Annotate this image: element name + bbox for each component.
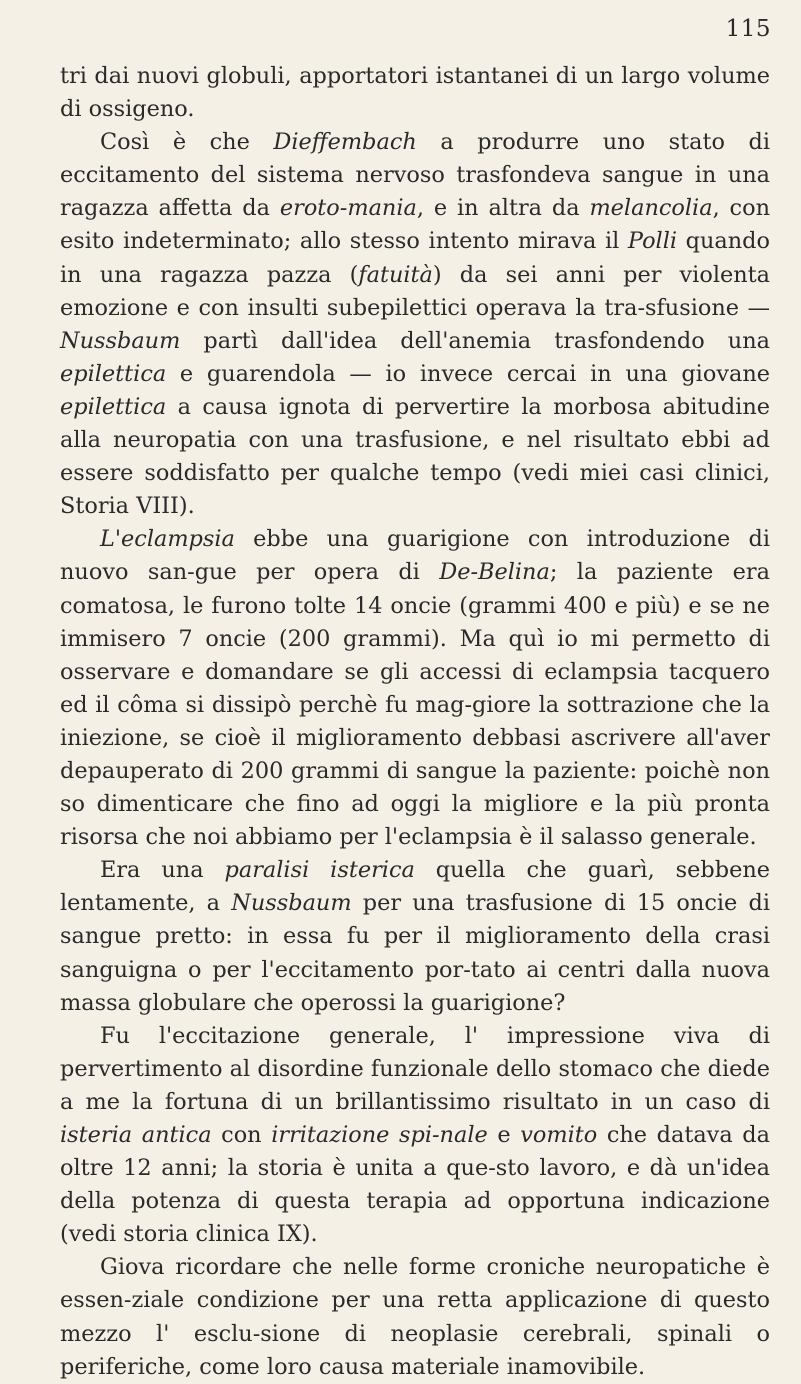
paragraph-p4 xyxy=(60,854,770,1019)
text-segment: Così è che xyxy=(100,129,274,156)
italic-term: melancolia xyxy=(589,195,713,222)
italic-term: vomito xyxy=(520,1122,598,1148)
text-segment: a produrre uno stato di eccitamento del sistema nervoso trasfondeva sangue in una ragazza affetta da xyxy=(60,129,771,222)
paragraph-p6 xyxy=(60,1251,770,1383)
text-segment: , con esito indeterminato; allo stesso intento mirava il xyxy=(60,195,770,255)
text-segment: ebbe una guarigione con introduzione di nuovo san-gue per opera di xyxy=(60,526,770,586)
text-segment: con xyxy=(211,1122,272,1148)
page-number: 115 xyxy=(725,16,771,42)
italic-term: isteria antica xyxy=(60,1122,212,1148)
text-segment: ) da sei anni per violenta emozione e con insulti subepilettici operava la tra-sfusione — xyxy=(60,261,771,321)
text-segment: , e in altra da xyxy=(416,195,590,222)
paragraph-p2 xyxy=(60,126,770,523)
text-segment: ; la paziente era comatosa, le furono tolte 14 oncie (grammi 400 e più) e se ne immisero 7 oncie (200 grammi). Ma quì io mi permetto di osservare e domandare se gli accessi di eclampsia tacquero ed il côma si dissipò perchè fu mag-giore la sottrazione che la iniezione, se cioè il miglioramento debbasi ascrivere all'aver depauperato di 200 grammi di sangue la paziente: poichè non so dimenticare che fino ad oggi la migliore e la più pronta risorsa che noi abbiamo per l'eclampsia è il salasso generale. xyxy=(60,559,770,851)
body-text xyxy=(60,60,770,1384)
text-segment: e xyxy=(487,1122,521,1148)
italic-term: Polli xyxy=(627,228,678,255)
text-segment: Era una xyxy=(100,857,225,884)
italic-term: Nussbaum xyxy=(231,890,352,917)
italic-term: fatuità xyxy=(358,261,433,288)
text-segment: partì dall'idea dell'anemia trasfondendo una xyxy=(180,327,770,354)
text-segment: quella che guarì, sebbene lentamente, a xyxy=(60,857,770,917)
italic-term: epilettica xyxy=(60,360,167,387)
paragraph-p3 xyxy=(60,523,770,854)
italic-term: eroto-mania xyxy=(279,195,417,222)
paragraph-p1 xyxy=(60,60,770,126)
paragraph-p5 xyxy=(60,1020,770,1252)
text-segment: tri dai nuovi globuli, apportatori istantanei di un largo volume di ossigeno. xyxy=(60,63,770,123)
italic-term: epilettica xyxy=(60,393,167,420)
text-segment: per una trasfusione di 15 oncie di sangue pretto: in essa fu per il miglioramento della crasi sanguigna o per l'eccitamento por-tato ai centri dalla nuova massa globulare che operossi la guarigione? xyxy=(60,890,770,1016)
italic-term: L'eclampsia xyxy=(100,526,235,553)
text-segment: a causa ignota di pervertire la morbosa abitudine alla neuropatia con una trasfusione, e nel risultato ebbi ad essere soddisfatto per qualche tempo (vedi miei casi clinici, Storia VIII). xyxy=(60,393,770,520)
text-segment: che datava da oltre 12 anni; la storia è unita a que-sto lavoro, e dà un'idea della potenza di questa terapia ad opportuna indicazione (vedi storia clinica IX). xyxy=(60,1122,770,1248)
italic-term: Dieffembach xyxy=(273,129,417,156)
text-segment: e guarendola — io invece cercai in una giovane xyxy=(166,360,770,387)
text-segment: Fu l'eccitazione generale, l' impressione viva di pervertimento al disordine funzionale dello stomaco che diede a me la fortuna di un brillantissimo risultato in un caso di xyxy=(60,1022,770,1115)
italic-term: De-Belina xyxy=(439,559,550,586)
text-segment: Giova ricordare che nelle forme croniche neuropatiche è essen-ziale condizione per una retta applicazione di questo mezzo l' esclu-sione di neoplasie cerebrali, spinali o periferiche, come loro causa materiale inamovibile. xyxy=(60,1254,770,1380)
italic-term: Nussbaum xyxy=(60,327,181,354)
text-segment: quando in una ragazza pazza ( xyxy=(60,228,770,288)
italic-term: irritazione spi-nale xyxy=(271,1122,488,1148)
italic-term: paralisi isterica xyxy=(224,857,415,884)
